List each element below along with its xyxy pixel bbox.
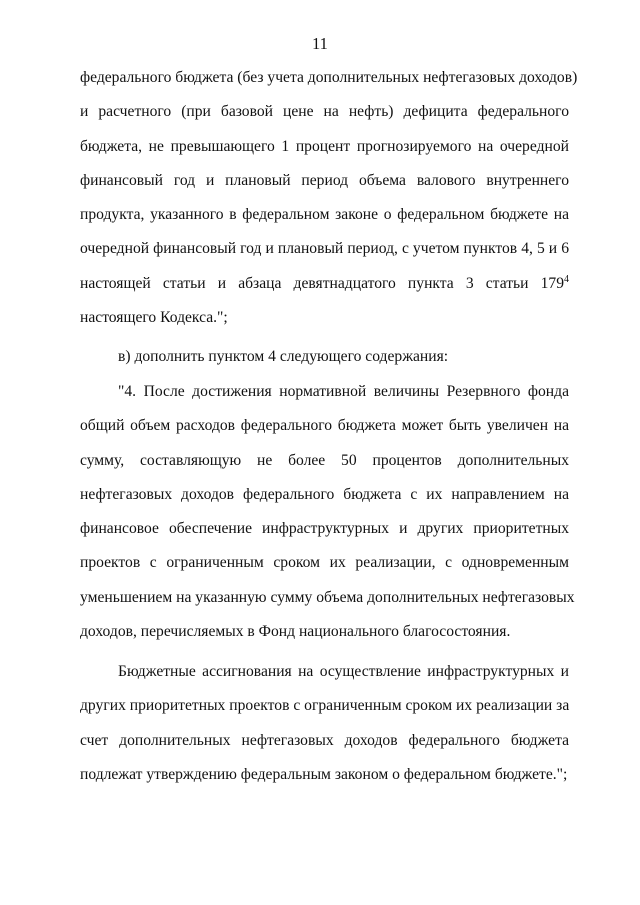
text-line: Бюджетные ассигнования на осуществление инфраструктурных и	[118, 663, 569, 680]
text-line: уменьшением на указанную сумму объема дополнительных нефтегазовых	[80, 588, 575, 606]
paragraph-budget-allocations	[80, 655, 569, 792]
amendment-intro	[80, 340, 569, 374]
text-line: финансовое обеспечение инфраструктурных и других приоритетных	[80, 520, 569, 538]
text-line: других приоритетных проектов с ограниченным сроком их реализации за	[80, 697, 570, 715]
page-number: 11	[312, 34, 328, 53]
text-line: настоящего Кодекса.";	[80, 309, 228, 327]
text-line: и расчетного (при базовой цене на нефть) дефицита федерального	[80, 103, 569, 121]
text-line: нефтегазовых доходов федерального бюджета с их направлением на	[80, 485, 569, 503]
paragraph-point-4	[80, 375, 575, 649]
superscript: 4	[564, 273, 569, 285]
text-line: сумму, составляющую не более 50 процентов дополнительных	[80, 451, 569, 469]
text-line: финансовый год и плановый период объема валового внутреннего	[80, 171, 569, 189]
text-line: подлежат утверждению федеральным законом о федеральном бюджете.";	[80, 765, 568, 783]
text-line: счет дополнительных нефтегазовых доходов федерального бюджета	[80, 731, 569, 749]
text-line: федерального бюджета (без учета дополнительных нефтегазовых доходов)	[80, 69, 578, 86]
text-line: бюджета, не превышающего 1 процент прогнозируемого на очередной	[80, 137, 569, 155]
text-line: продукта, указанного в федеральном законе о федеральном бюджете на	[80, 206, 569, 224]
text-line: доходов, перечисляемых в Фонд национального благосостояния.	[80, 623, 511, 641]
text-line: очередной финансовый год и плановый период, с учетом пунктов 4, 5 и 6	[80, 240, 569, 258]
paragraph-continuation	[80, 61, 578, 335]
text-line: в) дополнить пунктом 4 следующего содержания:	[118, 348, 449, 365]
text-line: проектов с ограниченным сроком их реализации, с одновременным	[80, 554, 569, 572]
text-line: общий объем расходов федерального бюджета может быть увеличен на	[80, 417, 569, 435]
text-line-body: настоящей статьи и абзаца девятнадцатого пункта 3 статьи 179	[80, 274, 564, 292]
text-line: "4. После достижения нормативной величины Резервного фонда	[118, 383, 569, 400]
text-line	[80, 267, 569, 301]
